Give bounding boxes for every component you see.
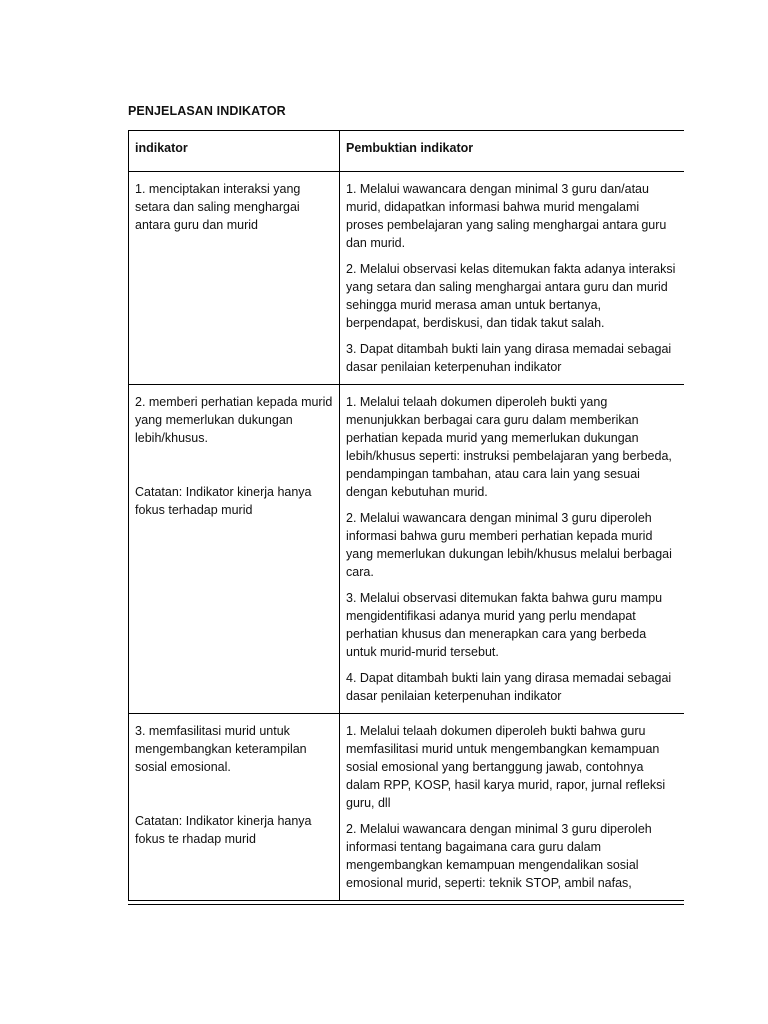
indicator-table — [128, 130, 684, 901]
evidence-item: 2. Melalui wawancara dengan minimal 3 guru diperoleh informasi tentang bagaimana cara guru dalam mengembangkan kemampuan mengendalikan sosial emosional murid, seperti: teknik STOP, ambil nafas, — [346, 822, 652, 890]
evidence-item: 1. Melalui telaah dokumen diperoleh bukti bahwa guru memfasilitasi murid untuk mengembangkan kemampuan sosial emosional yang bertanggung jawab, contohnya dalam RPP, KOSP, hasil karya murid, rapor, jurnal refleksi guru, dll — [346, 724, 666, 810]
document-title: PENJELASAN INDIKATOR — [128, 104, 286, 118]
table-row — [129, 172, 685, 385]
evidence-cell — [340, 172, 685, 385]
evidence-item: 2. Melalui observasi kelas ditemukan fakta adanya interaksi yang setara dan saling menghargai antara guru dan murid sehingga murid merasa aman untuk bertanya, berpendapat, berdiskusi, dan tidak takut salah. — [346, 262, 676, 330]
indicator-cell — [129, 714, 340, 901]
indicator-table-container — [128, 130, 684, 905]
indicator-note: Catatan: Indikator kinerja hanya fokus te rhadap murid — [135, 814, 312, 846]
evidence-cell — [340, 385, 685, 714]
evidence-item: 1. Melalui telaah dokumen diperoleh bukti yang menunjukkan berbagai cara guru dalam memberikan perhatian kepada murid yang memerlukan dukungan lebih/khusus seperti: instruksi pembelajaran yang berbeda, pendampingan tambahan, atau cara lain yang sesuai dengan kebutuhan murid. — [346, 395, 672, 499]
indicator-text: 1. menciptakan interaksi yang setara dan saling menghargai antara guru dan murid — [135, 182, 301, 232]
indicator-cell — [129, 172, 340, 385]
indicator-text: 2. memberi perhatian kepada murid yang memerlukan dukungan lebih/khusus. — [135, 395, 333, 445]
evidence-item: 3. Melalui observasi ditemukan fakta bahwa guru mampu mengidentifikasi adanya murid yang perlu mendapat perhatian khusus dan menerapkan cara yang berbeda untuk murid-murid tersebut. — [346, 591, 663, 659]
evidence-item: 4. Dapat ditambah bukti lain yang dirasa memadai sebagai dasar penilaian keterpenuhan indikator — [346, 671, 672, 703]
table-header-row — [129, 131, 685, 172]
header-indikator: indikator — [129, 131, 340, 172]
indicator-text: 3. memfasilitasi murid untuk mengembangkan keterampilan sosial emosional. — [135, 724, 307, 774]
indicator-cell — [129, 385, 340, 714]
evidence-item: 1. Melalui wawancara dengan minimal 3 guru dan/atau murid, didapatkan informasi bahwa murid mengalami proses pembelajaran yang saling menghargai antara guru dan murid. — [346, 182, 667, 250]
table-row — [129, 714, 685, 901]
evidence-item: 3. Dapat ditambah bukti lain yang dirasa memadai sebagai dasar penilaian keterpenuhan indikator — [346, 342, 672, 374]
evidence-cell — [340, 714, 685, 901]
header-pembuktian: Pembuktian indikator — [340, 131, 685, 172]
evidence-item: 2. Melalui wawancara dengan minimal 3 guru diperoleh informasi bahwa guru memberi perhatian kepada murid yang memerlukan dukungan lebih/khusus melalui berbagai cara. — [346, 511, 672, 579]
table-row — [129, 385, 685, 714]
indicator-note: Catatan: Indikator kinerja hanya fokus terhadap murid — [135, 485, 312, 517]
